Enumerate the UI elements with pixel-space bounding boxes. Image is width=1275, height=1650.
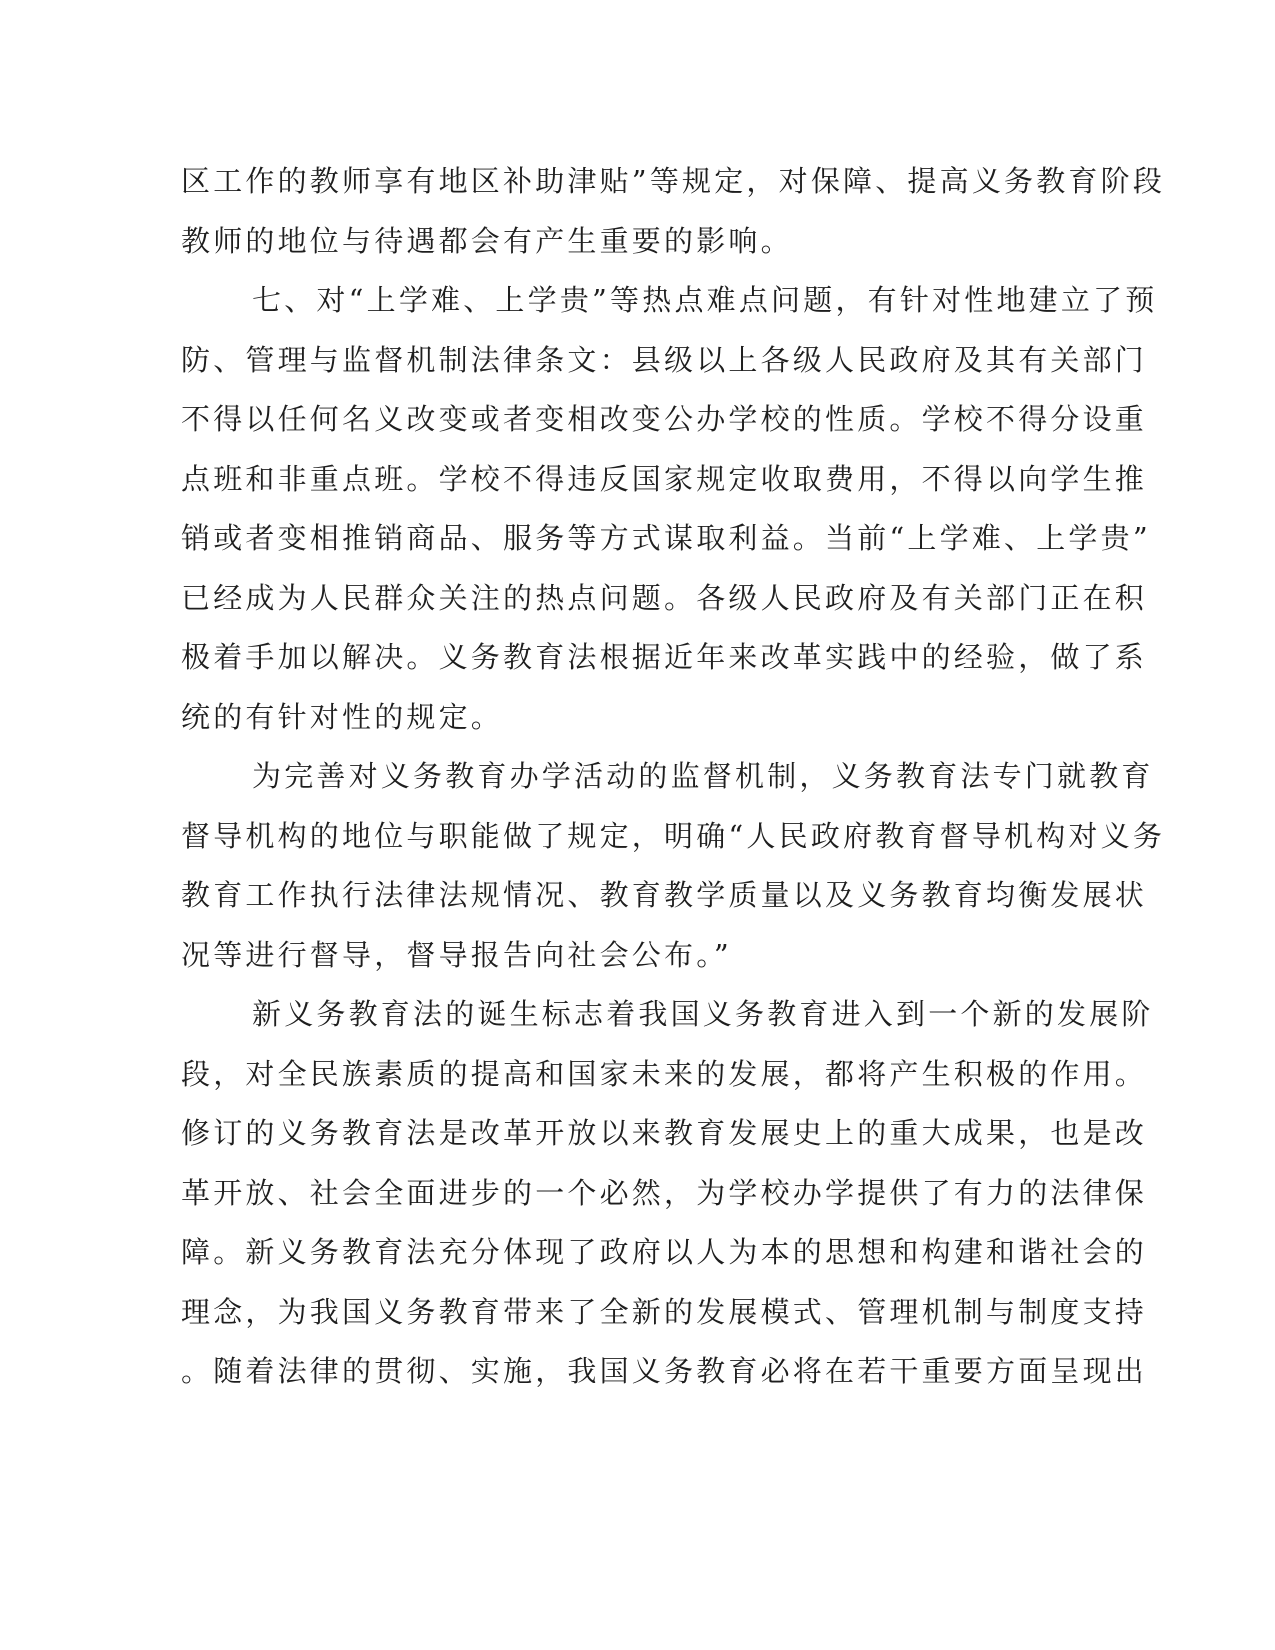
text-line: 修订的义务教育法是改革开放以来教育发展史上的重大成果，也是改	[181, 1116, 1148, 1150]
text-line: 教师的地位与待遇都会有产生重要的影响。	[181, 223, 793, 258]
text-line: 障。新义务教育法充分体现了政府以人为本的思想和构建和谐社会的	[181, 1235, 1148, 1269]
text-line: 。随着法律的贯彻、实施，我国义务教育必将在若干重要方面呈现出	[181, 1354, 1148, 1388]
text-line: 革开放、社会全面进步的一个必然，为学校办学提供了有力的法律保	[181, 1175, 1148, 1210]
text-line: 理念，为我国义务教育带来了全新的发展模式、管理机制与制度支持	[181, 1294, 1148, 1329]
text-line: 段，对全民族素质的提高和国家未来的发展，都将产生积极的作用。	[181, 1056, 1148, 1091]
document-body	[181, 159, 1166, 1409]
text-line: 况等进行督导，督导报告向社会公布。”	[181, 937, 732, 972]
text-line: 防、管理与监督机制法律条文：县级以上各级人民政府及其有关部门	[181, 342, 1148, 377]
text-line: 区工作的教师享有地区补助津贴”等规定，对保障、提高义务教育阶段	[181, 164, 1166, 198]
text-line: 统的有针对性的规定。	[181, 699, 504, 734]
text-line: 点班和非重点班。学校不得违反国家规定收取费用，不得以向学生推	[181, 461, 1148, 496]
paragraph-start-line: 七、对“上学难、上学贵”等热点难点问题，有针对性地建立了预	[252, 283, 1158, 317]
paragraph-start-line: 为完善对义务教育办学活动的监督机制，义务教育法专门就教育	[252, 759, 1154, 793]
text-line: 教育工作执行法律法规情况、教育教学质量以及义务教育均衡发展状	[181, 878, 1148, 912]
text-line: 极着手加以解决。义务教育法根据近年来改革实践中的经验，做了系	[181, 640, 1148, 674]
text-line: 已经成为人民群众关注的热点问题。各级人民政府及有关部门正在积	[181, 580, 1148, 615]
paragraph-start-line: 新义务教育法的诞生标志着我国义务教育进入到一个新的发展阶	[252, 997, 1154, 1031]
text-line: 督导机构的地位与职能做了规定，明确“人民政府教育督导机构对义务	[181, 818, 1166, 853]
text-line: 不得以任何名义改变或者变相改变公办学校的性质。学校不得分设重	[181, 402, 1148, 436]
text-line: 销或者变相推销商品、服务等方式谋取利益。当前“上学难、上学贵”	[181, 521, 1151, 555]
